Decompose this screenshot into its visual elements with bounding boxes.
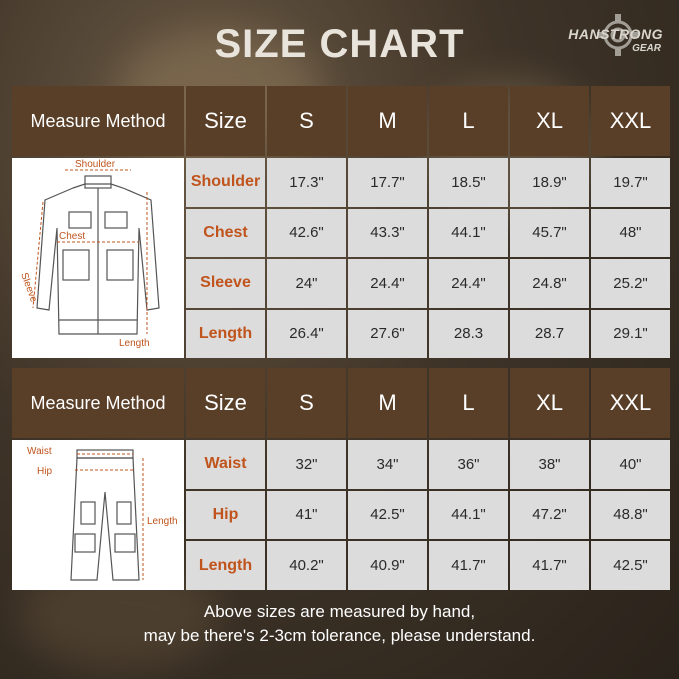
table-cell: 24.4": [429, 259, 508, 308]
table-header-row: [12, 86, 670, 156]
jacket-size-table: [10, 84, 672, 360]
size-column-header: S: [267, 86, 346, 156]
pants-diagram-cell: [12, 440, 184, 590]
table-cell: 45.7": [510, 209, 589, 258]
row-label: Length: [186, 541, 265, 590]
size-column-header: XL: [510, 86, 589, 156]
length-label: Length: [147, 516, 178, 527]
table-cell: 47.2": [510, 491, 589, 540]
table-cell: 44.1": [429, 209, 508, 258]
row-label: Hip: [186, 491, 265, 540]
note-line-2: may be there's 2-3cm tolerance, please understand.: [143, 626, 536, 645]
row-label: Length: [186, 310, 265, 359]
size-column-header: L: [429, 86, 508, 156]
pants-diagram: [13, 440, 183, 586]
jacket-diagram-cell: [12, 158, 184, 358]
size-column-header: M: [348, 86, 427, 156]
table-cell: 24.4": [348, 259, 427, 308]
size-column-header: XL: [510, 368, 589, 438]
row-label: Sleeve: [186, 259, 265, 308]
size-column-header: XXL: [591, 86, 670, 156]
table-cell: 32": [267, 440, 346, 489]
length-label: Length: [119, 338, 150, 349]
size-column-header: XXL: [591, 368, 670, 438]
table-cell: 41.7": [429, 541, 508, 590]
chest-label: Chest: [59, 231, 86, 242]
table-cell: 36": [429, 440, 508, 489]
brand-logo: [555, 12, 663, 64]
table-cell: 48.8": [591, 491, 670, 540]
table-cell: 40.2": [267, 541, 346, 590]
row-label: Waist: [186, 440, 265, 489]
shoulder-label: Shoulder: [75, 159, 116, 170]
table-cell: 27.6": [348, 310, 427, 359]
table-cell: 19.7": [591, 158, 670, 207]
size-header: Size: [186, 86, 265, 156]
measure-method-header: Measure Method: [12, 368, 184, 438]
table-cell: 44.1": [429, 491, 508, 540]
table-cell: 24": [267, 259, 346, 308]
size-column-header: S: [267, 368, 346, 438]
table-header-row: [12, 368, 670, 438]
table-cell: 17.7": [348, 158, 427, 207]
size-header: Size: [186, 368, 265, 438]
row-label: Shoulder: [186, 158, 265, 207]
hip-label: Hip: [37, 466, 53, 477]
table-cell: 41": [267, 491, 346, 540]
table-cell: 34": [348, 440, 427, 489]
measure-method-header: Measure Method: [12, 86, 184, 156]
tolerance-note: [0, 600, 679, 648]
size-column-header: L: [429, 368, 508, 438]
size-column-header: M: [348, 368, 427, 438]
table-cell: 38": [510, 440, 589, 489]
table-cell: 25.2": [591, 259, 670, 308]
table-cell: 17.3": [267, 158, 346, 207]
table-cell: 18.5": [429, 158, 508, 207]
table-row: [12, 440, 670, 489]
page-title: SIZE CHART: [214, 22, 465, 66]
row-label: Chest: [186, 209, 265, 258]
table-cell: 29.1": [591, 310, 670, 359]
jacket-diagram: [13, 158, 183, 354]
pants-size-table: [10, 366, 672, 592]
note-line-1: Above sizes are measured by hand,: [203, 602, 476, 621]
sleeve-label: Sleeve: [18, 271, 39, 304]
brand-name: HANSTRONG: [568, 26, 663, 42]
brand-sub: GEAR: [632, 43, 661, 54]
table-cell: 43.3": [348, 209, 427, 258]
table-cell: 40.9": [348, 541, 427, 590]
table-cell: 24.8": [510, 259, 589, 308]
table-cell: 48": [591, 209, 670, 258]
table-cell: 28.7: [510, 310, 589, 359]
table-cell: 41.7": [510, 541, 589, 590]
table-cell: 18.9": [510, 158, 589, 207]
table-cell: 40": [591, 440, 670, 489]
table-cell: 26.4": [267, 310, 346, 359]
table-cell: 28.3: [429, 310, 508, 359]
table-cell: 42.5": [591, 541, 670, 590]
waist-label: Waist: [27, 446, 52, 457]
table-cell: 42.6": [267, 209, 346, 258]
table-cell: 42.5": [348, 491, 427, 540]
table-row: [12, 158, 670, 207]
